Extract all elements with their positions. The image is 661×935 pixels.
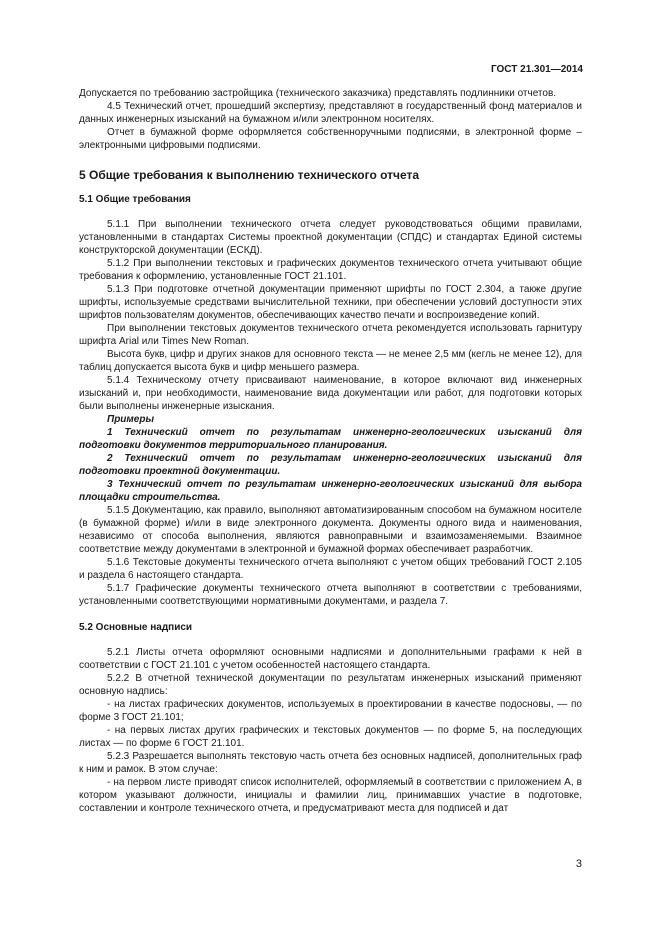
document-code: ГОСТ 21.301—2014: [490, 64, 583, 75]
paragraph: Высота букв, цифр и других знаков для основного текста — не менее 2,5 мм (кегль не менее 12), для таблиц допускается высота букв и цифр меньшего размера.: [79, 349, 582, 373]
examples-title: Примеры: [107, 414, 155, 425]
paragraph: 5.2.1 Листы отчета оформляют основными надписями и дополнительными графами к ней в соответствии с ГОСТ 21.101 с учетом особенностей настоящего стандарта.: [79, 647, 582, 671]
paragraph: 5.2.3 Разрешается выполнять текстовую часть отчета без основных надписей, дополнительных граф к ним и рамок. В этом случае:: [79, 751, 582, 775]
page-number: 3: [575, 858, 582, 870]
paragraph: 5.1.1 При выполнении технического отчета следует руководствоваться общими правилами, установленными в стандартах Системы проектной документации (СПДС) и стандартах Единой системы конструкторской документации (ЕСКД).: [79, 219, 582, 256]
paragraph: 4.5 Технический отчет, прошедший экспертизу, представляют в государственный фонд материалов и данных инженерных изысканий на бумажном и/или электронном носителях.: [79, 101, 582, 125]
paragraph: 5.1.7 Графические документы технического отчета выполняют в соответствии с требованиями, установленными соответствующими нормативными документами, и раздела 7.: [79, 583, 582, 607]
paragraph: При выполнении текстовых документов технического отчета рекомендуется использовать гарнитуру шрифта Arial или Times New Roman.: [79, 323, 582, 347]
list-item: - на первых листах других графических и текстовых документов — по форме 5, на последующих листах — по форме 6 ГОСТ 21.101.: [79, 725, 582, 749]
subsection-heading: 5.2 Основные надписи: [79, 622, 193, 633]
example-item: 1 Технический отчет по результатам инженерно-геологических изысканий для подготовки документов территориального планирования.: [79, 427, 582, 451]
subsection-heading: 5.1 Общие требования: [79, 194, 191, 205]
paragraph: 5.2.2 В отчетной технической документации по результатам инженерных изысканий применяют основную надпись:: [79, 673, 582, 697]
paragraph: Отчет в бумажной форме оформляется собственноручными подписями, в электронной форме – электронными цифровыми подписями.: [79, 127, 582, 151]
paragraph: 5.1.3 При подготовке отчетной документации применяют шрифты по ГОСТ 2.304, а также другие шрифты, используемые средствами вычислительной техники, при обеспечении условий доступности этих шрифтов пользователям документов, обеспечивающих качество печати и воспроизведение копий.: [79, 284, 582, 321]
section-heading: 5 Общие требования к выполнению технического отчета: [79, 168, 420, 182]
page-body: [79, 87, 582, 815]
example-item: 3 Технический отчет по результатам инженерно-геологических изысканий для выбора площадки строительства.: [79, 479, 582, 503]
paragraph: Допускается по требованию застройщика (технического заказчика) представлять подлинники отчетов.: [79, 88, 557, 99]
list-item: - на первом листе приводят список исполнителей, оформляемый в соответствии с приложением А, в котором указывают должности, инициалы и фамилии лиц, принимавших участие в подготовке, составлении и контроле технического отчета, и предусматривают места для подписей и дат: [79, 777, 582, 814]
paragraph: 5.1.4 Техническому отчету присваивают наименование, в которое включают вид инженерных изысканий и, при необходимости, наименование вида документации или работ, для подготовки которых были выполнены инженерные изыскания.: [79, 375, 582, 412]
paragraph: 5.1.5 Документацию, как правило, выполняют автоматизированным способом на бумажном носителе (в бумажной форме) и/или в виде электронного документа. Документы одного вида и наименования, независимо от способа выполнения, являются равноправными и взаимозаменяемыми. Взаимное соответствие между документами в электронной и бумажной формах обеспечивает разработчик.: [79, 505, 582, 555]
list-item: - на листах графических документов, используемых в проектировании в качестве подосновы, — по форме 3 ГОСТ 21.101;: [79, 699, 582, 723]
paragraph: 5.1.2 При выполнении текстовых и графических документов технического отчета учитывают общие требования к оформлению, установленные ГОСТ 21.101.: [79, 258, 582, 282]
paragraph: 5.1.6 Текстовые документы технического отчета выполняют с учетом общих требований ГОСТ 2.105 и раздела 6 настоящего стандарта.: [79, 557, 582, 581]
example-item: 2 Технический отчет по результатам инженерно-геологических изысканий для подготовки проектной документации.: [79, 453, 582, 477]
